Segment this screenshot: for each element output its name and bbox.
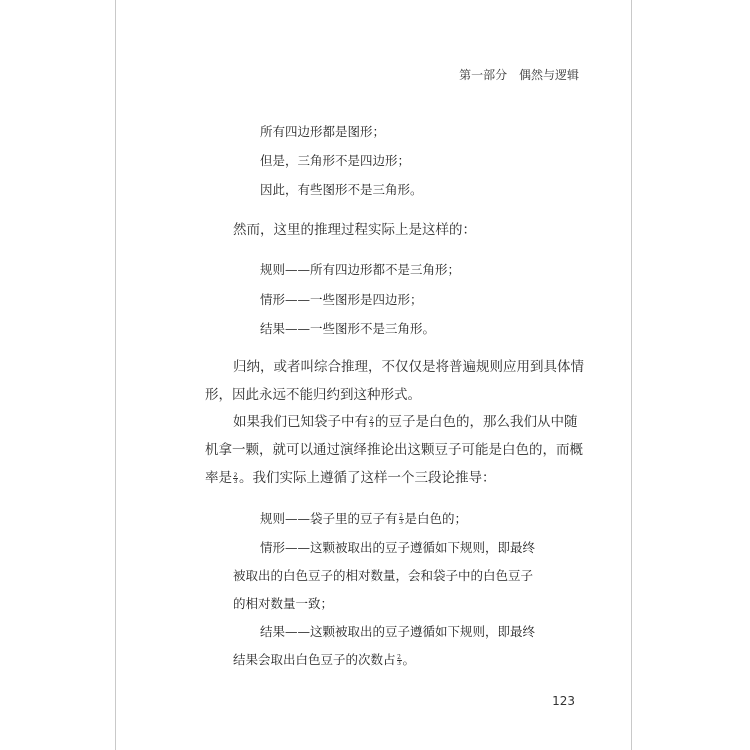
syllogism-3-line <box>233 652 415 668</box>
paragraph: 然而，这里的推理过程实际上是这样的： <box>233 222 476 238</box>
syllogism-3-line <box>260 511 467 527</box>
syllogism-2-line: 规则——所有四边形都不是三角形； <box>260 262 461 277</box>
fraction-denominator: 3 <box>233 477 238 485</box>
text-run: 是白色的； <box>404 511 468 526</box>
paragraph-line <box>205 470 496 486</box>
syllogism-1-line: 因此，有些图形不是三角形。 <box>260 182 423 197</box>
syllogism-3-line: 情形——这颗被取出的豆子遵循如下规则，即最终 <box>260 540 536 555</box>
page-number: 123 <box>552 694 575 708</box>
fraction <box>232 473 239 484</box>
syllogism-2-line: 结果——一些图形不是三角形。 <box>260 321 436 336</box>
text-run: 的豆子是白色的，那么我们从中随 <box>375 414 578 430</box>
syllogism-3-line: 结果——这颗被取出的豆子遵循如下规则，即最终 <box>260 624 536 639</box>
text-run: 结果会取出白色豆子的次数占 <box>233 652 396 667</box>
book-page <box>115 0 632 750</box>
paragraph-line <box>233 414 578 430</box>
text-run: 如果我们已知袋子中有 <box>233 414 368 430</box>
syllogism-2-line: 情形——一些图形是四边形； <box>260 292 423 307</box>
fraction-numerator: 2 <box>233 471 238 479</box>
fraction-denominator: 3 <box>397 660 401 667</box>
header-title: 偶然与逻辑 <box>518 68 579 82</box>
syllogism-1-line: 所有四边形都是图形； <box>260 124 386 139</box>
fraction <box>398 514 405 525</box>
fraction <box>368 417 375 428</box>
fraction <box>396 655 403 666</box>
paragraph-line: 归纳，或者叫综合推理，不仅仅是将普遍规则应用到具体情 <box>233 359 584 375</box>
syllogism-1-line: 但是，三角形不是四边形； <box>260 153 411 168</box>
fraction-numerator: 2 <box>369 415 374 423</box>
paragraph-line: 形，因此永远不能归约到这种形式。 <box>205 387 421 403</box>
text-run: 。 <box>402 652 416 667</box>
syllogism-3-line: 的相对数量一致； <box>233 596 334 611</box>
fraction-denominator: 3 <box>399 519 403 526</box>
fraction-denominator: 3 <box>369 421 374 429</box>
text-run: 规则——袋子里的豆子有 <box>260 511 398 526</box>
running-header <box>116 66 631 83</box>
fraction-numerator: 2 <box>399 513 403 520</box>
fraction-numerator: 2 <box>397 654 401 661</box>
syllogism-3-line: 被取出的白色豆子的相对数量，会和袋子中的白色豆子 <box>233 568 534 583</box>
header-part: 第一部分 <box>459 68 508 82</box>
paragraph-line: 机拿一颗，就可以通过演绎推论出这颗豆子可能是白色的，而概 <box>205 442 583 458</box>
text-run: 。我们实际上遵循了这样一个三段论推导： <box>239 470 496 486</box>
text-run: 率是 <box>205 470 232 486</box>
